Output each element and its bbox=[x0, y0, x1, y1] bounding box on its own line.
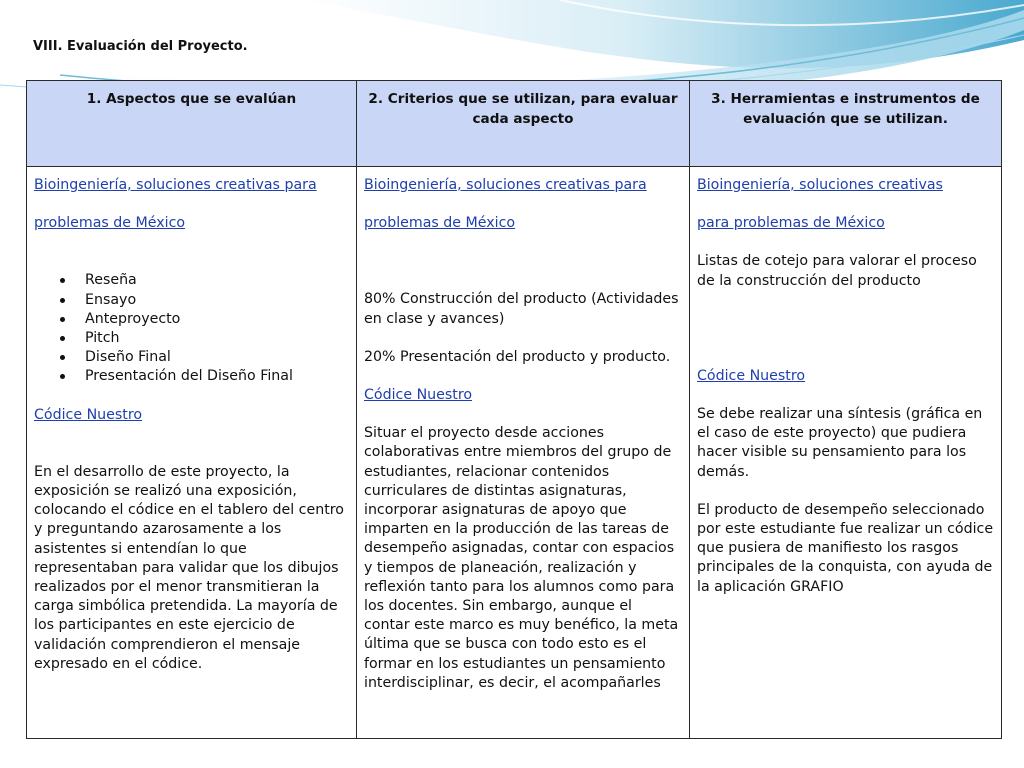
list-item: Pitch bbox=[85, 329, 349, 348]
aspectos-paragraph: En el desarrollo de este proyecto, la exposición se realizó una exposición, colocando el códice en el tablero del centro y preguntando azarosamente a los asistentes si entendían lo que representaban para validar que los dibujos realizados por el menor transmitieran la carga simbólica pretendida. La mayoría de los participantes en este ejercicio de validación comprendieron el mensaje expresado en el códice. bbox=[34, 463, 344, 672]
header-criterios: 2. Criterios que se utilizan, para evaluar cada aspecto bbox=[357, 81, 690, 167]
criterio-construccion: 80% Construcción del producto (Actividades en clase y avances) bbox=[364, 291, 679, 327]
list-item: Ensayo bbox=[85, 291, 349, 310]
list-item: Presentación del Diseño Final bbox=[85, 367, 349, 386]
header-herramientas: 3. Herramientas e instrumentos de evaluación que se utilizan. bbox=[690, 81, 1002, 167]
page-title: VIII. Evaluación del Proyecto. bbox=[33, 39, 248, 54]
bioingenieria-link-cont[interactable]: problemas de México bbox=[364, 215, 516, 232]
list-item: Anteproyecto bbox=[85, 310, 349, 329]
bioingenieria-link[interactable]: Bioingeniería, soluciones creativas para bbox=[34, 177, 317, 193]
cell-criterios bbox=[357, 167, 690, 739]
criterio-presentacion: 20% Presentación del producto y producto. bbox=[364, 348, 671, 365]
list-item: Reseña bbox=[85, 271, 349, 290]
list-item: Diseño Final bbox=[85, 348, 349, 367]
codice-link[interactable]: Códice Nuestro bbox=[364, 387, 473, 404]
codice-link[interactable]: Códice Nuestro bbox=[697, 367, 806, 384]
bioingenieria-link[interactable]: Bioingeniería, soluciones creativas para bbox=[364, 177, 647, 193]
herramienta-sintesis: Se debe realizar una síntesis (gráfica en el caso de este proyecto) que pudiera hacer visible su pensamiento para los demás. bbox=[697, 406, 983, 480]
herramienta-listas-cotejo: Listas de cotejo para valorar el proceso de la construcción del producto bbox=[697, 253, 977, 289]
aspectos-list bbox=[34, 271, 349, 386]
evaluation-table bbox=[26, 80, 1002, 739]
cell-aspectos bbox=[27, 167, 357, 739]
bioingenieria-link-cont[interactable]: para problemas de México bbox=[697, 215, 885, 232]
herramienta-producto: El producto de desempeño seleccionado por este estudiante fue realizar un códice que pusiera de manifiesto los rasgos principales de la conquista, con ayuda de la aplicación GRAFIO bbox=[697, 501, 994, 595]
cell-herramientas bbox=[690, 167, 1002, 739]
table-header-row bbox=[27, 81, 1002, 167]
criterios-paragraph: Situar el proyecto desde acciones colaborativas entre miembros del grupo de estudiantes, relacionar contenidos curriculares de distintas asignaturas, incorporar asignaturas de apoyo que imparten en la producción de las tareas de desempeño asignadas, contar con espacios y tiempos de planeación, realización y reflexión tanto para los alumnos como para los docentes. Sin embargo, aunque el contar este marco es muy benéfico, la meta última que se busca con todo esto es el formar en los estudiantes un pensamiento interdisciplinar, es decir, el acompañarles bbox=[364, 425, 679, 691]
table-row bbox=[27, 167, 1002, 739]
header-aspectos: 1. Aspectos que se evalúan bbox=[27, 81, 357, 167]
codice-link[interactable]: Códice Nuestro bbox=[34, 406, 143, 423]
bioingenieria-link[interactable]: Bioingeniería, soluciones creativas bbox=[697, 177, 943, 193]
bioingenieria-link-cont[interactable]: problemas de México bbox=[34, 215, 186, 232]
